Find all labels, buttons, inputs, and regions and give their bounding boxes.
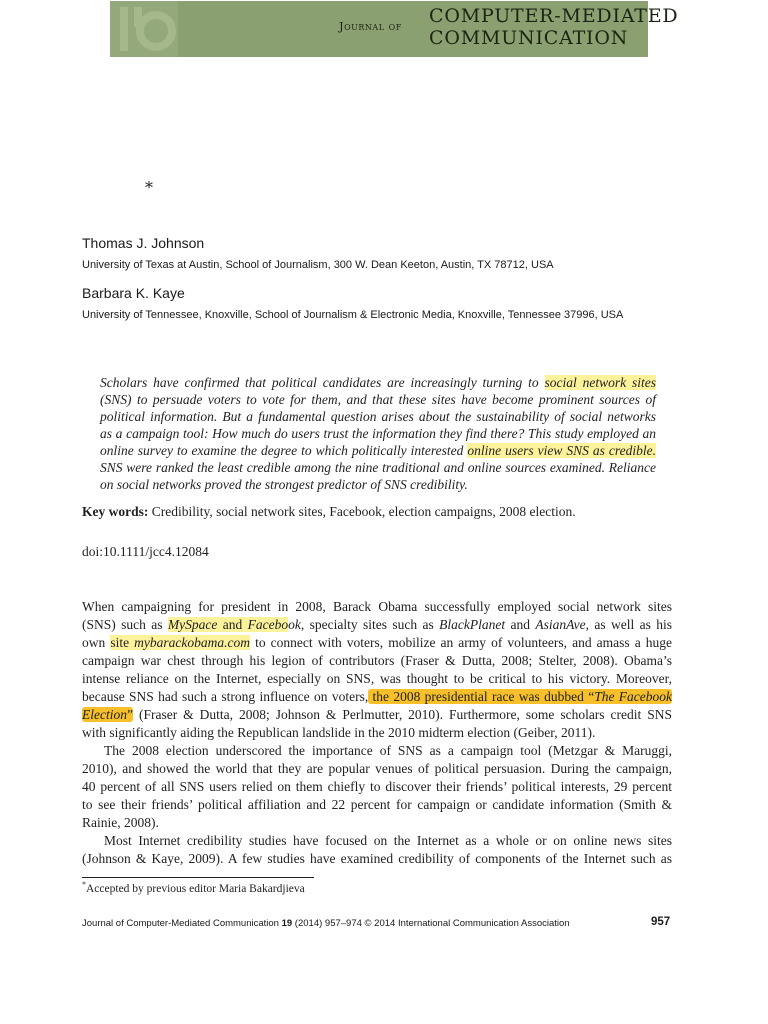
footnote-mark: * [82,880,86,889]
body-line: Election” (Fraser & Dutta, 2008; Johnson & Perlmutter, 2010). Furthermore, some scholars credit SNS [82,707,672,722]
body-line: (Johnson & Kaye, 2009). A few studies have examined credibility of components of the Internet such as [82,851,672,866]
journal-of-label: Journal of [339,19,402,33]
highlight: online users view SNS as credible. [467,443,656,458]
body-line: When campaigning for president in 2008, Barack Obama successfully employed social network sites [82,599,672,614]
keywords [82,504,576,520]
keywords-label: Key words: [82,504,149,519]
author-name-2: Barbara K. Kaye [82,285,185,301]
body-line: to see their friends’ political affiliation and 22 percent for campaign or candidate information (Smith & [82,797,672,812]
footnote-divider [82,877,314,878]
author-name-1: Thomas J. Johnson [82,235,205,251]
page-footer: Journal of Computer-Mediated Communication 19 (2014) 957–974 © 2014 International Communication Association [82,918,570,929]
journal-title-line1: COMPUTER-MEDIATED [429,5,679,27]
body-line: The 2008 election underscored the importance of SNS as a campaign tool (Metzgar & Maruggi, [104,743,672,758]
body-line: own site mybarackobama.com to connect with voters, mobilize an army of volunteers, and amass a huge [82,635,673,650]
body-line: campaign war chest through his legion of contributors (Fraser & Dutta, 2008; Stelter, 2008). Obama’s [82,653,672,668]
journal-title [429,5,678,49]
body-line: Most Internet credibility studies have focused on the Internet as a whole or on online news sites [104,833,672,848]
keywords-text: Credibility, social network sites, Facebook, election campaigns, 2008 election. [151,504,576,519]
doi: doi:10.1111/jcc4.12084 [82,544,209,559]
journal-banner [110,1,679,57]
highlight: social network sites [544,375,656,390]
body-text [82,598,672,868]
body-line: Rainie, 2008). [82,815,159,830]
journal-title-line2: COMMUNICATION [429,27,629,49]
footer-volume: 19 [281,918,293,929]
abstract [100,374,656,493]
highlight: the 2008 presidential race was dubbed “The Facebook [368,689,672,704]
author-affiliation-2: University of Tennessee, Knoxville, School of Journalism & Electronic Media, Knoxville, Tennessee 37996, USA [82,309,624,321]
abstract-line: SNS were ranked the least credible among the nine traditional and online sources examined. Reliance [100,460,656,475]
body-line: 40 percent of all SNS users relied on them chiefly to discover their friends’ political interests, 29 percent [82,779,672,794]
abstract-line: on social networks proved the strongest predictor of SNS credibility. [100,477,468,492]
highlight: Election” [82,707,133,722]
body-line: intense reliance on the Internet, especially on SNS, was thought to be critical to his victory. Moreover, [82,671,672,686]
body-line: (SNS) such as MySpace and Facebook, specialty sites such as BlackPlanet and AsianAve, as well as his [82,617,672,632]
footnote [82,880,305,895]
jcmc-logo-icon [110,1,178,57]
abstract-line: (SNS) to persuade voters to vote for them, and that these sites have become prominent sources of [100,392,656,407]
body-line: because SNS had such a strong influence on voters, the 2008 presidential race was dubbed “The Facebook [82,689,672,704]
page-number: 957 [651,916,671,928]
author-affiliation-1: University of Texas at Austin, School of Journalism, 300 W. Dean Keeton, Austin, TX 78712, USA [82,259,554,271]
title-marker: * [145,178,153,197]
abstract-line: as a campaign tool: How much do users trust the information they find there? This study employed an [100,426,656,441]
abstract-line: political information. But a fundamental question arises about the sustainability of social networks [100,409,656,424]
abstract-line: online survey to examine the degree to which politically interested online users view SNS as credible. [100,443,656,458]
body-line: 2010), and showed the world that they are popular venues of political persuasion. During the campaign, [82,761,672,776]
footnote-text: Accepted by previous editor Maria Bakardjieva [86,882,305,895]
abstract-line: Scholars have confirmed that political candidates are increasingly turning to social network sites [100,375,656,390]
body-line: with significantly aiding the Republican landslide in the 2010 midterm election (Geiber, 2011). [82,725,596,740]
